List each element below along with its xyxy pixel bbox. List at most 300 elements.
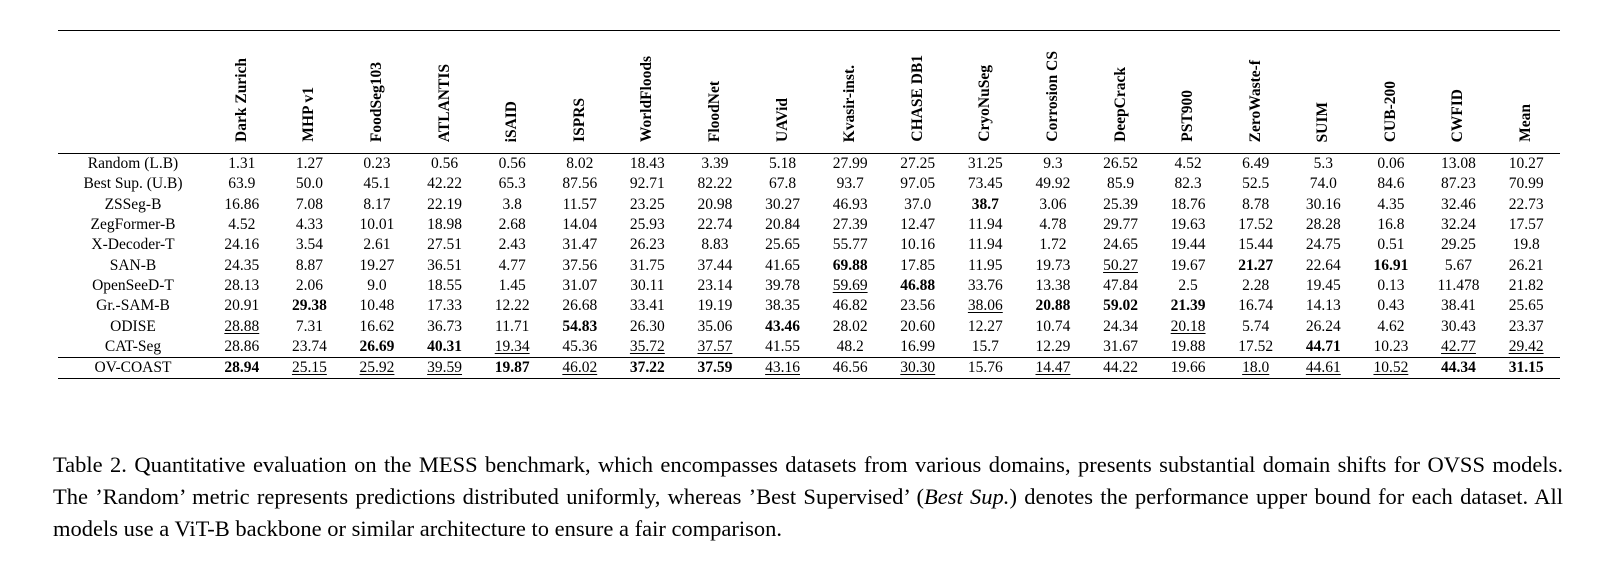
cell-value: 17.52 bbox=[1238, 216, 1274, 234]
table-cell bbox=[276, 296, 344, 316]
column-header-label: iSAID bbox=[503, 100, 521, 142]
table-row bbox=[58, 276, 1560, 296]
cell-value: 8.83 bbox=[701, 236, 729, 254]
cell-value: 26.69 bbox=[359, 337, 395, 355]
table-cell bbox=[884, 255, 952, 275]
method-name: OpenSeeD-T bbox=[92, 276, 174, 294]
cell-value: 5.3 bbox=[1313, 155, 1333, 173]
column-header-label: FloodNet bbox=[705, 80, 723, 142]
cell-value: 17.85 bbox=[900, 256, 936, 274]
table-cell bbox=[1492, 195, 1560, 215]
table-cell bbox=[546, 296, 614, 316]
table-cell bbox=[1019, 235, 1087, 255]
table-cell bbox=[1019, 154, 1087, 175]
cell-value: 2.28 bbox=[1242, 276, 1270, 294]
cell-value: 15.44 bbox=[1238, 236, 1274, 254]
cell-value: 39.78 bbox=[765, 276, 800, 294]
cell-value: 0.51 bbox=[1377, 236, 1405, 254]
table-cell bbox=[208, 337, 276, 358]
cell-value: 37.57 bbox=[697, 337, 733, 355]
cell-value: 18.98 bbox=[427, 216, 463, 234]
cell-value: 10.74 bbox=[1035, 317, 1071, 335]
cell-value: 92.71 bbox=[629, 175, 665, 193]
cell-value: 3.06 bbox=[1039, 195, 1067, 213]
cell-value: 22.19 bbox=[427, 195, 463, 213]
cell-value: 9.0 bbox=[367, 276, 387, 294]
table-cell bbox=[343, 215, 411, 235]
cell-value: 8.87 bbox=[295, 256, 323, 274]
table-cell bbox=[411, 235, 479, 255]
table-cell bbox=[546, 276, 614, 296]
cell-value: 10.23 bbox=[1373, 337, 1409, 355]
table-cell bbox=[1425, 195, 1493, 215]
table-cell bbox=[1357, 296, 1425, 316]
cell-value: 19.88 bbox=[1170, 337, 1206, 355]
cell-value: 10.01 bbox=[359, 216, 395, 234]
cell-value: 85.9 bbox=[1106, 175, 1135, 193]
table-cell bbox=[276, 255, 344, 275]
cell-value: 19.34 bbox=[494, 337, 530, 355]
cell-value: 59.02 bbox=[1103, 297, 1138, 315]
table-cell bbox=[1222, 276, 1290, 296]
results-table-container bbox=[58, 30, 1560, 379]
cell-value: 35.72 bbox=[629, 337, 665, 355]
column-header bbox=[816, 31, 884, 154]
cell-value: 82.22 bbox=[697, 175, 733, 193]
cell-value: 0.13 bbox=[1377, 276, 1405, 294]
table-cell bbox=[1290, 195, 1358, 215]
table-cell bbox=[1492, 235, 1560, 255]
caption-text-end: ) denotes the performance upper bound for each dataset. All models use a ViT-B backbone or similar architecture to ensure a fair comparison. bbox=[53, 483, 1563, 541]
cell-value: 23.25 bbox=[629, 195, 665, 213]
cell-value: 3.54 bbox=[295, 236, 323, 254]
cell-value: 0.56 bbox=[431, 155, 459, 173]
cell-value: 24.35 bbox=[224, 256, 260, 274]
table-cell bbox=[276, 215, 344, 235]
cell-value: 31.47 bbox=[562, 236, 598, 254]
cell-value: 25.15 bbox=[291, 359, 327, 377]
cell-value: 12.27 bbox=[967, 317, 1003, 335]
table-cell bbox=[411, 215, 479, 235]
cell-value: 3.39 bbox=[701, 155, 729, 173]
table-cell bbox=[478, 154, 546, 175]
table-cell bbox=[952, 255, 1020, 275]
table-cell bbox=[749, 276, 817, 296]
table-cell bbox=[343, 276, 411, 296]
table-cell bbox=[614, 215, 682, 235]
table-cell bbox=[884, 296, 952, 316]
cell-value: 30.16 bbox=[1305, 195, 1341, 213]
table-cell bbox=[614, 235, 682, 255]
cell-value: 4.33 bbox=[295, 216, 323, 234]
table-cell bbox=[478, 296, 546, 316]
cell-value: 36.51 bbox=[427, 256, 463, 274]
cell-value: 55.77 bbox=[832, 236, 868, 254]
method-name: X-Decoder-T bbox=[91, 236, 175, 254]
cell-value: 9.3 bbox=[1043, 155, 1063, 173]
table-row bbox=[58, 296, 1560, 316]
column-header bbox=[1154, 31, 1222, 154]
cell-value: 44.61 bbox=[1305, 359, 1341, 377]
cell-value: 24.75 bbox=[1305, 236, 1341, 254]
table-cell bbox=[681, 255, 749, 275]
table-cell bbox=[1222, 235, 1290, 255]
column-header bbox=[1222, 31, 1290, 154]
cell-value: 12.47 bbox=[900, 216, 936, 234]
cell-value: 37.44 bbox=[697, 256, 733, 274]
cell-value: 47.84 bbox=[1103, 276, 1138, 294]
table-cell bbox=[952, 174, 1020, 194]
table-cell bbox=[276, 235, 344, 255]
table-cell bbox=[1357, 255, 1425, 275]
column-header bbox=[749, 31, 817, 154]
cell-value: 38.06 bbox=[967, 297, 1003, 315]
table-cell bbox=[276, 337, 344, 358]
cell-value: 50.27 bbox=[1103, 256, 1138, 274]
table-cell bbox=[816, 174, 884, 194]
table-cell bbox=[681, 195, 749, 215]
table-cell bbox=[952, 357, 1020, 378]
table-cell bbox=[478, 195, 546, 215]
table-cell bbox=[952, 276, 1020, 296]
cell-value: 30.43 bbox=[1441, 317, 1476, 335]
cell-value: 25.65 bbox=[765, 236, 800, 254]
cell-value: 26.68 bbox=[562, 297, 598, 315]
table-cell bbox=[1222, 195, 1290, 215]
table-cell bbox=[1019, 174, 1087, 194]
cell-value: 27.51 bbox=[427, 236, 463, 254]
table-cell bbox=[478, 276, 546, 296]
table-cell bbox=[546, 235, 614, 255]
cell-value: 29.42 bbox=[1508, 337, 1544, 355]
table-cell bbox=[1087, 154, 1155, 175]
cell-value: 19.67 bbox=[1170, 256, 1206, 274]
table-cell bbox=[1357, 316, 1425, 336]
cell-value: 93.7 bbox=[836, 175, 864, 193]
table-cell bbox=[1425, 215, 1493, 235]
cell-value: 29.38 bbox=[291, 297, 327, 315]
table-cell bbox=[1425, 276, 1493, 296]
cell-value: 7.31 bbox=[295, 317, 323, 335]
table-cell bbox=[343, 337, 411, 358]
table-body bbox=[58, 154, 1560, 379]
table-cell bbox=[681, 235, 749, 255]
table-cell bbox=[749, 174, 817, 194]
table-cell bbox=[411, 174, 479, 194]
column-header-label: CHASE DB1 bbox=[908, 55, 926, 142]
table-cell bbox=[1154, 215, 1222, 235]
cell-value: 59.69 bbox=[832, 276, 868, 294]
method-name: ZSSeg-B bbox=[104, 195, 162, 213]
table-cell bbox=[1425, 337, 1493, 358]
table-cell bbox=[1154, 357, 1222, 378]
cell-value: 87.23 bbox=[1441, 175, 1476, 193]
table-cell bbox=[1154, 337, 1222, 358]
table-cell bbox=[1222, 296, 1290, 316]
table-cell bbox=[681, 174, 749, 194]
table-cell bbox=[884, 215, 952, 235]
table-cell bbox=[1357, 357, 1425, 378]
table-cell bbox=[411, 195, 479, 215]
table-cell bbox=[884, 174, 952, 194]
table-cell bbox=[1290, 255, 1358, 275]
column-header-label: Mean bbox=[1517, 104, 1535, 142]
cell-value: 10.52 bbox=[1373, 359, 1409, 377]
table-cell bbox=[884, 235, 952, 255]
table-cell bbox=[1222, 255, 1290, 275]
table-cell bbox=[208, 316, 276, 336]
cell-value: 3.8 bbox=[502, 195, 522, 213]
table-row bbox=[58, 255, 1560, 275]
cell-value: 28.28 bbox=[1305, 216, 1341, 234]
cell-value: 6.49 bbox=[1242, 155, 1270, 173]
table-cell bbox=[1357, 174, 1425, 194]
cell-value: 30.30 bbox=[900, 359, 936, 377]
table-cell bbox=[614, 154, 682, 175]
method-name: Best Sup. (U.B) bbox=[83, 175, 183, 193]
table-cell bbox=[546, 357, 614, 378]
table-cell bbox=[1087, 316, 1155, 336]
table-cell bbox=[1492, 276, 1560, 296]
table-cell bbox=[343, 255, 411, 275]
cell-value: 16.99 bbox=[900, 337, 936, 355]
table-cell bbox=[1087, 215, 1155, 235]
cell-value: 14.47 bbox=[1035, 359, 1071, 377]
cell-value: 46.56 bbox=[832, 359, 868, 377]
column-header bbox=[208, 31, 276, 154]
table-cell bbox=[1154, 255, 1222, 275]
table-row-ours bbox=[58, 357, 1560, 378]
column-header-label: SUIM bbox=[1314, 101, 1332, 142]
table-cell bbox=[478, 255, 546, 275]
cell-value: 1.31 bbox=[228, 155, 256, 173]
column-header-label: CUB-200 bbox=[1381, 80, 1399, 142]
cell-value: 45.36 bbox=[562, 337, 598, 355]
table-cell bbox=[478, 357, 546, 378]
cell-value: 20.18 bbox=[1170, 317, 1206, 335]
cell-value: 70.99 bbox=[1508, 175, 1544, 193]
table-cell bbox=[1154, 174, 1222, 194]
table-row bbox=[58, 174, 1560, 194]
cell-value: 31.67 bbox=[1103, 337, 1138, 355]
table-cell bbox=[343, 296, 411, 316]
table-cell bbox=[208, 357, 276, 378]
cell-value: 33.76 bbox=[967, 276, 1003, 294]
cell-value: 42.77 bbox=[1441, 337, 1476, 355]
table-row bbox=[58, 337, 1560, 358]
cell-value: 21.82 bbox=[1508, 276, 1544, 294]
table-cell bbox=[952, 215, 1020, 235]
column-header bbox=[276, 31, 344, 154]
table-row bbox=[58, 195, 1560, 215]
cell-value: 1.27 bbox=[295, 155, 323, 173]
table-cell bbox=[1425, 174, 1493, 194]
cell-value: 23.74 bbox=[291, 337, 327, 355]
cell-value: 23.14 bbox=[697, 276, 733, 294]
cell-value: 22.73 bbox=[1508, 195, 1544, 213]
cell-value: 28.86 bbox=[224, 337, 260, 355]
table-cell bbox=[208, 276, 276, 296]
table-cell bbox=[1087, 337, 1155, 358]
table-cell bbox=[208, 174, 276, 194]
table-cell bbox=[1154, 316, 1222, 336]
cell-value: 29.25 bbox=[1441, 236, 1476, 254]
table-cell bbox=[614, 357, 682, 378]
table-cell bbox=[749, 337, 817, 358]
cell-value: 14.13 bbox=[1305, 297, 1341, 315]
cell-value: 15.76 bbox=[967, 359, 1003, 377]
table-cell bbox=[546, 195, 614, 215]
cell-value: 30.11 bbox=[630, 276, 665, 294]
table-cell bbox=[343, 316, 411, 336]
table-cell bbox=[276, 316, 344, 336]
table-cell bbox=[1019, 276, 1087, 296]
table-cell bbox=[1492, 255, 1560, 275]
cell-value: 97.05 bbox=[900, 175, 936, 193]
table-cell bbox=[546, 337, 614, 358]
cell-value: 17.52 bbox=[1238, 337, 1274, 355]
table-cell bbox=[411, 296, 479, 316]
column-header-label: Dark Zurich bbox=[232, 58, 250, 142]
table-cell bbox=[1425, 255, 1493, 275]
table-cell bbox=[1425, 235, 1493, 255]
cell-value: 28.13 bbox=[224, 276, 260, 294]
cell-value: 30.27 bbox=[765, 195, 800, 213]
cell-value: 23.56 bbox=[900, 297, 936, 315]
table-cell bbox=[478, 215, 546, 235]
column-header-label: MHP v1 bbox=[300, 87, 318, 142]
cell-value: 19.73 bbox=[1035, 256, 1071, 274]
table-cell bbox=[276, 174, 344, 194]
cell-value: 82.3 bbox=[1174, 175, 1202, 193]
table-cell bbox=[816, 255, 884, 275]
cell-value: 26.23 bbox=[629, 236, 665, 254]
table-cell bbox=[952, 235, 1020, 255]
cell-value: 4.62 bbox=[1377, 317, 1405, 335]
cell-value: 20.84 bbox=[765, 216, 800, 234]
table-cell bbox=[816, 215, 884, 235]
cell-value: 37.59 bbox=[697, 359, 733, 377]
cell-value: 17.57 bbox=[1508, 216, 1544, 234]
table-cell bbox=[1154, 195, 1222, 215]
cell-value: 54.83 bbox=[562, 317, 598, 335]
cell-value: 19.19 bbox=[697, 297, 733, 315]
table-cell bbox=[952, 337, 1020, 358]
cell-value: 16.8 bbox=[1377, 216, 1405, 234]
cell-value: 12.22 bbox=[494, 297, 530, 315]
table-cell bbox=[884, 316, 952, 336]
cell-value: 22.74 bbox=[697, 216, 733, 234]
table-cell bbox=[478, 174, 546, 194]
column-header bbox=[884, 31, 952, 154]
cell-value: 19.44 bbox=[1170, 236, 1206, 254]
cell-value: 38.35 bbox=[765, 297, 800, 315]
table-cell bbox=[614, 195, 682, 215]
table-cell bbox=[749, 215, 817, 235]
table-row bbox=[58, 154, 1560, 175]
table-cell bbox=[816, 154, 884, 175]
table-cell bbox=[276, 276, 344, 296]
cell-value: 32.46 bbox=[1441, 195, 1476, 213]
cell-value: 2.61 bbox=[363, 236, 391, 254]
caption-italic: Best Sup. bbox=[924, 483, 1010, 509]
cell-value: 41.55 bbox=[765, 337, 800, 355]
cell-value: 45.1 bbox=[363, 175, 391, 193]
table-cell bbox=[343, 357, 411, 378]
table-cell bbox=[1290, 276, 1358, 296]
cell-value: 40.31 bbox=[427, 337, 463, 355]
table-cell bbox=[1222, 154, 1290, 175]
table-cell bbox=[749, 235, 817, 255]
table-cell bbox=[816, 195, 884, 215]
table-cell bbox=[1492, 337, 1560, 358]
table-cell bbox=[1222, 357, 1290, 378]
cell-value: 26.52 bbox=[1103, 155, 1138, 173]
method-name: Gr.-SAM-B bbox=[96, 297, 170, 315]
cell-value: 73.45 bbox=[967, 175, 1003, 193]
cell-value: 19.66 bbox=[1170, 359, 1206, 377]
cell-value: 23.37 bbox=[1508, 317, 1544, 335]
table-cell bbox=[478, 235, 546, 255]
cell-value: 18.55 bbox=[427, 276, 463, 294]
cell-value: 37.56 bbox=[562, 256, 598, 274]
cell-value: 7.08 bbox=[295, 195, 323, 213]
table-cell bbox=[1019, 195, 1087, 215]
table-cell bbox=[749, 316, 817, 336]
cell-value: 25.39 bbox=[1103, 195, 1138, 213]
cell-value: 24.16 bbox=[224, 236, 260, 254]
cell-value: 69.88 bbox=[832, 256, 868, 274]
cell-value: 49.92 bbox=[1035, 175, 1071, 193]
table-cell bbox=[1087, 235, 1155, 255]
table-cell bbox=[208, 296, 276, 316]
column-header-label: ZeroWaste-f bbox=[1246, 59, 1264, 142]
table-cell bbox=[1019, 255, 1087, 275]
table-cell bbox=[478, 316, 546, 336]
column-header-label: FoodSeg103 bbox=[367, 61, 385, 142]
table-cell bbox=[411, 337, 479, 358]
cell-value: 16.91 bbox=[1373, 256, 1409, 274]
table-cell bbox=[343, 195, 411, 215]
cell-value: 0.06 bbox=[1377, 155, 1405, 173]
cell-value: 0.43 bbox=[1377, 297, 1405, 315]
cell-value: 0.56 bbox=[498, 155, 526, 173]
table-cell bbox=[411, 276, 479, 296]
table-cell bbox=[1019, 357, 1087, 378]
method-name: SAN-B bbox=[109, 256, 157, 274]
cell-value: 19.8 bbox=[1512, 236, 1540, 254]
table-cell bbox=[1290, 296, 1358, 316]
method-name: OV-COAST bbox=[94, 359, 172, 377]
cell-value: 16.86 bbox=[224, 195, 260, 213]
table-cell bbox=[1019, 215, 1087, 235]
cell-value: 18.43 bbox=[629, 155, 665, 173]
table-cell bbox=[681, 296, 749, 316]
cell-value: 16.62 bbox=[359, 317, 395, 335]
table-cell bbox=[1492, 357, 1560, 378]
cell-value: 5.18 bbox=[768, 155, 797, 173]
method-name: ODISE bbox=[110, 317, 156, 335]
cell-value: 35.06 bbox=[697, 317, 733, 335]
table-cell bbox=[884, 276, 952, 296]
table-cell bbox=[1492, 316, 1560, 336]
table-cell bbox=[1290, 174, 1358, 194]
column-header bbox=[1357, 31, 1425, 154]
cell-value: 13.38 bbox=[1035, 276, 1071, 294]
cell-value: 25.93 bbox=[629, 216, 665, 234]
table-cell bbox=[276, 357, 344, 378]
table-cell bbox=[681, 276, 749, 296]
